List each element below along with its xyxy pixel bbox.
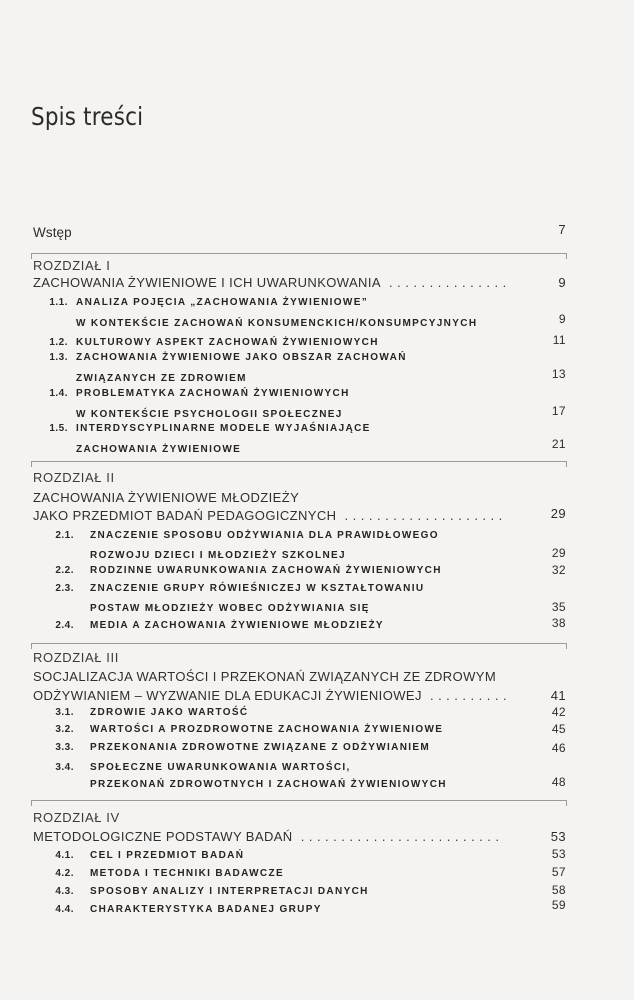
section-number: 3.4. xyxy=(55,762,74,773)
section-number: 1.2. xyxy=(49,337,68,348)
chapter-title-text: SOCJALIZACJA WARTOŚCI I PRZEKONAŃ ZWIĄZANYCH ZE ZDROWYM xyxy=(33,669,497,684)
chapter-label: ROZDZIAŁ II xyxy=(33,470,115,485)
section-page-number: 13 xyxy=(551,367,566,381)
chapter-title-text: ZACHOWANIA ŻYWIENIOWE MŁODZIEŻY xyxy=(33,490,300,505)
chapter-title xyxy=(33,275,511,290)
chapter-title-text: METODOLOGICZNE PODSTAWY BADAŃ xyxy=(33,829,293,844)
chapter-label: ROZDZIAŁ III xyxy=(33,650,119,665)
section-title: ZNACZENIE GRUPY RÓWIEŚNICZEJ W KSZTAŁTOWANIU xyxy=(90,583,425,594)
chapter-title xyxy=(33,508,507,523)
section-title: SPOŁECZNE UWARUNKOWANIA WARTOŚCI, xyxy=(90,762,351,773)
section-page-number: 21 xyxy=(551,437,566,451)
section-page-number: 53 xyxy=(551,847,566,861)
chapter-label: ROZDZIAŁ IV xyxy=(33,810,120,825)
section-number: 1.3. xyxy=(49,352,68,363)
leader-dots: ............... xyxy=(380,275,511,290)
section-title: ZACHOWANIA ŻYWIENIOWE JAKO OBSZAR ZACHOWAŃ xyxy=(76,352,407,363)
section-number: 1.5. xyxy=(49,423,68,434)
section-title: W KONTEKŚCIE ZACHOWAŃ KONSUMENCKICH/KONSUMPCYJNYCH xyxy=(76,318,478,329)
chapter-title-text: ZACHOWANIA ŻYWIENIOWE I ICH UWARUNKOWANIA xyxy=(33,275,381,290)
section-title: MEDIA A ZACHOWANIA ŻYWIENIOWE MŁODZIEŻY xyxy=(90,620,384,631)
section-title: SPOSOBY ANALIZY I INTERPRETACJI DANYCH xyxy=(90,886,369,897)
section-page-number: 48 xyxy=(551,775,566,789)
intro-page-number: 7 xyxy=(558,222,566,237)
section-title: ZNACZENIE SPOSOBU ODŻYWIANIA DLA PRAWIDŁOWEGO xyxy=(90,530,439,541)
section-title: PRZEKONAŃ ZDROWOTNYCH I ZACHOWAŃ ŻYWIENIOWYCH xyxy=(90,779,447,790)
section-title: WARTOŚCI A PROZDROWOTNE ZACHOWANIA ŻYWIENIOWE xyxy=(90,724,444,735)
section-title: POSTAW MŁODZIEŻY WOBEC ODŻYWIANIA SIĘ xyxy=(90,603,370,614)
section-page-number: 59 xyxy=(551,898,566,912)
section-page-number: 32 xyxy=(551,563,566,577)
section-number: 1.1. xyxy=(49,297,68,308)
chapter-title-text: JAKO PRZEDMIOT BADAŃ PEDAGOGICZNYCH xyxy=(33,508,337,523)
chapter-rule-right xyxy=(566,461,567,467)
leader-dots: .......... xyxy=(421,688,512,703)
chapter-rule xyxy=(31,461,567,462)
section-title: METODA I TECHNIKI BADAWCZE xyxy=(90,868,284,879)
section-number: 3.2. xyxy=(55,724,74,735)
chapter-rule-right xyxy=(566,643,567,649)
chapter-rule-left xyxy=(31,253,32,259)
section-title: ZWIĄZANYCH ZE ZDROWIEM xyxy=(76,373,247,384)
leader-dots: ......................... xyxy=(292,829,504,844)
section-title: W KONTEKŚCIE PSYCHOLOGII SPOŁECZNEJ xyxy=(76,409,343,420)
section-page-number: 58 xyxy=(551,883,566,897)
chapter-rule xyxy=(31,253,567,254)
section-title: CEL I PRZEDMIOT BADAŃ xyxy=(90,850,245,861)
section-title: ZDROWIE JAKO WARTOŚĆ xyxy=(90,707,249,718)
section-page-number: 35 xyxy=(551,600,566,614)
chapter-title xyxy=(33,829,504,844)
chapter-rule-left xyxy=(31,800,32,806)
section-page-number: 9 xyxy=(558,312,566,326)
section-page-number: 45 xyxy=(551,722,566,736)
chapter-page-number: 53 xyxy=(550,829,566,844)
section-title: CHARAKTERYSTYKA BADANEJ GRUPY xyxy=(90,904,322,915)
section-number: 3.1. xyxy=(55,707,74,718)
section-page-number: 17 xyxy=(551,404,566,418)
section-title: PRZEKONANIA ZDROWOTNE ZWIĄZANE Z ODŻYWIANIEM xyxy=(90,742,431,753)
section-title: PROBLEMATYKA ZACHOWAŃ ŻYWIENIOWYCH xyxy=(76,388,350,399)
chapter-rule-left xyxy=(31,461,32,467)
chapter-page-number: 41 xyxy=(550,688,566,703)
chapter-rule xyxy=(31,643,567,644)
section-number: 4.4. xyxy=(55,904,74,915)
section-number: 2.3. xyxy=(55,583,74,594)
section-number: 2.1. xyxy=(55,530,74,541)
section-page-number: 42 xyxy=(551,705,566,719)
chapter-title-text: ODŻYWIANIEM – WYZWANIE DLA EDUKACJI ŻYWIENIOWEJ xyxy=(33,688,422,703)
chapter-page-number: 9 xyxy=(558,275,566,290)
section-title: ZACHOWANIA ŻYWIENIOWE xyxy=(76,444,242,455)
chapter-rule-right xyxy=(566,800,567,806)
chapter-title xyxy=(33,669,496,684)
leader-dots: .................... xyxy=(336,508,507,523)
chapter-title xyxy=(33,688,511,703)
section-title: RODZINNE UWARUNKOWANIA ZACHOWAŃ ŻYWIENIOWYCH xyxy=(90,565,442,576)
chapter-rule-left xyxy=(31,643,32,649)
section-page-number: 46 xyxy=(551,741,566,755)
section-number: 3.3. xyxy=(55,742,74,753)
chapter-page-number: 29 xyxy=(550,506,566,521)
intro-label: Wstęp xyxy=(33,225,72,240)
section-number: 4.2. xyxy=(55,868,74,879)
page-title: Spis treści xyxy=(31,102,144,131)
section-number: 2.2. xyxy=(55,565,74,576)
section-title: ROZWOJU DZIECI I MŁODZIEŻY SZKOLNEJ xyxy=(90,550,346,561)
section-number: 2.4. xyxy=(55,620,74,631)
chapter-rule-right xyxy=(566,253,567,259)
section-page-number: 38 xyxy=(551,616,566,630)
chapter-rule xyxy=(31,800,567,801)
chapter-title xyxy=(33,490,299,505)
section-title: ANALIZA POJĘCIA „ZACHOWANIA ŻYWIENIOWE” xyxy=(76,297,369,308)
section-title: INTERDYSCYPLINARNE MODELE WYJAŚNIAJĄCE xyxy=(76,423,371,434)
section-number: 4.1. xyxy=(55,850,74,861)
section-number: 4.3. xyxy=(55,886,74,897)
section-page-number: 29 xyxy=(551,546,566,560)
section-title: KULTUROWY ASPEKT ZACHOWAŃ ŻYWIENIOWYCH xyxy=(76,337,379,348)
section-page-number: 11 xyxy=(552,333,566,347)
chapter-label: ROZDZIAŁ I xyxy=(33,258,111,273)
section-number: 1.4. xyxy=(49,388,68,399)
section-page-number: 57 xyxy=(551,865,566,879)
